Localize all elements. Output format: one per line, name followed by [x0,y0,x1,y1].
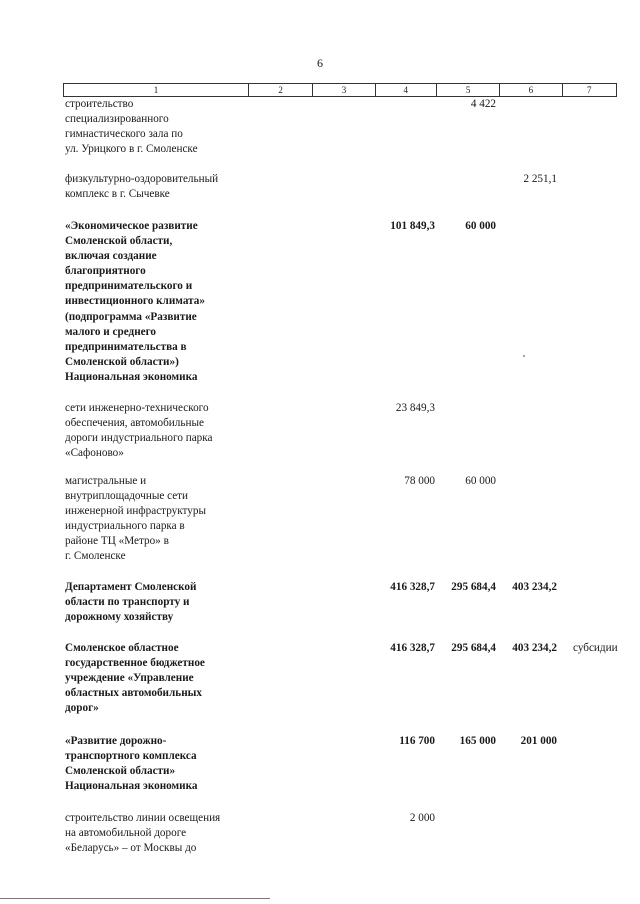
column-header: 7 [562,84,616,96]
value-col-3: 116 700 [399,735,435,747]
value-col-4: 60 000 [465,475,496,487]
scan-artifact [523,355,525,357]
value-col-5: 201 000 [520,735,557,747]
footer-rule [0,898,270,899]
value-col-3: 416 328,7 [390,642,435,654]
value-col-4: 295 684,4 [451,581,496,593]
row-label: Смоленское областное государственное бюджетное учреждение «Управление областных автомобильных дорог» [65,642,205,715]
value-col-5: 403 234,2 [512,581,557,593]
column-header: 4 [375,84,436,96]
value-col-4: 165 000 [459,735,496,747]
column-header: 6 [499,84,561,96]
row-label: магистральные и внутриплощадочные сети инженерной инфраструктуры индустриального парка в районе ТЦ «Метро» в г. Смоленске [65,475,206,563]
value-col-3: 23 849,3 [395,402,435,414]
row-label: строительство линии освещения на автомобильной дороге «Беларусь» – от Москвы до [65,812,221,855]
column-header: 5 [436,84,499,96]
value-col-3: 101 849,3 [390,220,435,232]
page-number: 6 [317,56,323,70]
column-header: 3 [312,84,374,96]
row-label: «Развитие дорожно- транспортного комплекса Смоленской области» Национальная экономика [65,735,198,793]
value-col-6: субсидии [573,642,618,654]
value-col-5: 403 234,2 [512,642,557,654]
table-header-row [63,83,617,97]
value-col-4: 295 684,4 [451,642,496,654]
value-col-3: 2 000 [409,812,435,824]
column-header: 2 [248,84,312,96]
value-col-4: 60 000 [465,220,496,232]
value-col-5: 2 251,1 [523,173,557,185]
value-col-3: 416 328,7 [390,581,435,593]
row-label: строительство специализированного гимнастического зала по ул. Урицкого в г. Смоленске [65,98,198,156]
row-label: сети инженерно-технического обеспечения, автомобильные дороги индустриального парка «Сафоново» [65,402,213,460]
column-header: 1 [153,85,159,95]
value-col-3: 78 000 [404,475,435,487]
row-label: физкультурно-оздоровительный комплекс в г. Сычевке [65,173,219,201]
row-label: Департамент Смоленской области по транспорту и дорожному хозяйству [65,581,197,624]
row-label: «Экономическое развитие Смоленской области, включая создание благоприятного предпринимательского и инвестиционного климата» (подпрограмма «Развитие малого и среднего предпринимательства в Смоленской области») Национальная экономика [65,220,205,383]
value-col-4: 4 422 [470,98,496,110]
